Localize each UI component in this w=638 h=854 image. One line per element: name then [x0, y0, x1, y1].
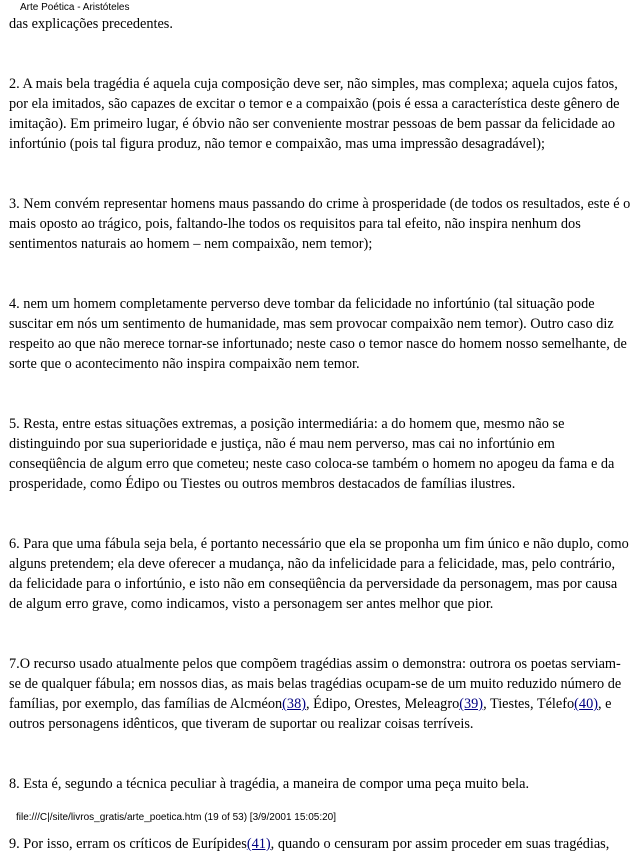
paragraph-6: 6. Para que uma fábula seja bela, é portanto necessário que ela se proponha um fim único e não duplo, como alguns pretendem; ela deve oferecer a mudança, não da infelicidade para a felicidade, mas, pelo contrário, da felicidade para o infortúnio, e isto não em conseqüência da perversidade da personagem, mas por causa de algum erro grave, como indicamos, visto a personagem ser antes melhor que pior.	[9, 536, 629, 612]
page-header: Arte Poética - Aristóteles	[20, 2, 130, 13]
document-body	[9, 14, 631, 854]
paragraph-4: 4. nem um homem completamente perverso deve tombar da felicidade no infortúnio (tal situação pode suscitar em nós um sentimento de humanidade, mas sem provocar compaixão nem temor). Outro caso diz respeito ao que não merece tornar-se infortunado; neste caso o temor nasce do homem nosso semelhante, de sorte que o acontecimento não inspira compaixão nem temor.	[9, 296, 627, 372]
paragraph-8: 8. Esta é, segundo a técnica peculiar à tragédia, a maneira de compor uma peça muito bela.	[9, 776, 530, 792]
paragraph-7-text-d: , e outros personagens idênticos, que tiveram de suportar ou realizar coisas terríveis.	[9, 696, 612, 732]
paragraph-7-text-c: , Tiestes, Télefo	[483, 696, 575, 712]
paragraph-7-text-a: 7.O recurso usado atualmente pelos que compõem tragédias assim o demonstra: outrora os poetas serviam-se de qualquer fábula; em nossos dias, as mais belas tragédias ocupam-se de um muito reduzido número de famílias, por exemplo, das famílias de Alcméon	[9, 656, 622, 712]
paragraph-9-text-a: 9. Por isso, erram os críticos de Eurípides	[9, 836, 247, 852]
footnote-link-39[interactable]: (39)	[459, 696, 484, 712]
paragraph-continuation: das explicações precedentes.	[9, 16, 173, 32]
paragraph-7-text-b: , Édipo, Orestes, Meleagro	[305, 696, 460, 712]
paragraph-9	[9, 834, 631, 854]
paragraph-9-text-b: , quando o censuram por assim proceder em suas tragédias,	[270, 836, 610, 852]
footnote-link-38[interactable]: (38)	[282, 696, 306, 712]
paragraph-5: 5. Resta, entre estas situações extremas, a posição intermediária: a do homem que, mesmo não se distinguindo por sua superioridade e justiça, não é mau nem perverso, mas cai no infortúnio em conseqüência de algum erro que cometeu; neste caso coloca-se também o homem no apogeu da fama e da prosperidade, como Édipo ou Tiestes ou outros membros destacados de famílias ilustres.	[9, 416, 615, 492]
paragraph-7	[9, 654, 631, 734]
footnote-link-40[interactable]: (40)	[574, 696, 598, 712]
page-footer: file:///C|/site/livros_gratis/arte_poetica.htm (19 of 53) [3/9/2001 15:05:20]	[16, 812, 336, 823]
paragraph-2: 2. A mais bela tragédia é aquela cuja composição deve ser, não simples, mas complexa; aquela cujos fatos, por ela imitados, são capazes de excitar o temor e a compaixão (pois é essa a característica deste gênero de imitação). Em primeiro lugar, é óbvio não ser conveniente mostrar pessoas de bem passar da felicidade ao infortúnio (pois tal figura produz, não temor e compaixão, mas uma impressão desagradável);	[9, 76, 620, 152]
paragraph-3: 3. Nem convém representar homens maus passando do crime à prosperidade (de todos os resultados, este é o mais oposto ao trágico, pois, faltando-lhe todos os requisitos para tal efeito, não inspira nenhum dos sentimentos naturais ao homem – nem compaixão, nem temor);	[9, 196, 631, 252]
footnote-link-41[interactable]: (41)	[246, 836, 271, 852]
